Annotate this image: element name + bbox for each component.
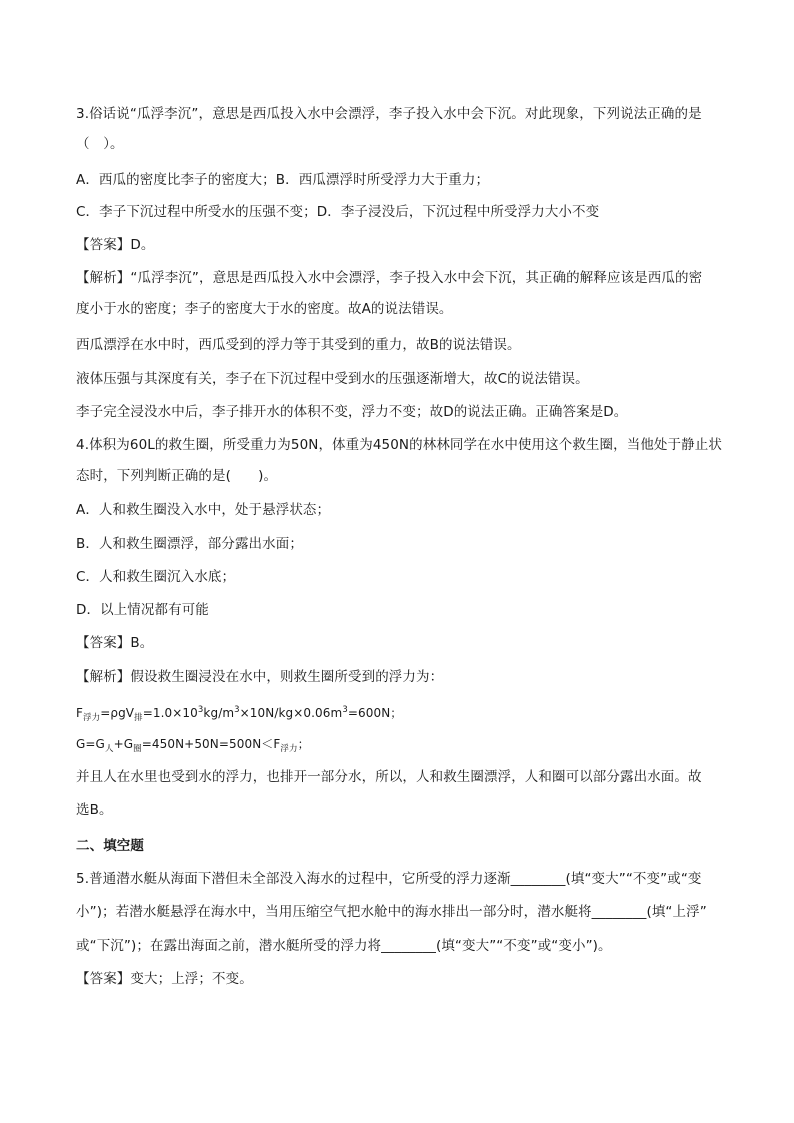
formula-exponent: 3 (234, 705, 240, 715)
q3-analysis-line-1: 【解析】“瓜浮李沉”，意思是西瓜投入水中会漂浮，李子投入水中会下沉，其正确的解释应该是西瓜的密 (76, 270, 703, 286)
q5-stem-line-1: 5.普通潜水艇从海面下潜但未全部没入海水的过程中，它所受的浮力逐渐________(填“变大”“不变”或“变 (76, 871, 702, 887)
section-title: 二、填空题 (76, 838, 144, 854)
q4-formula-buoyancy (76, 701, 726, 727)
q4-option-b: B．人和救生圈漂浮，部分露出水面； (76, 536, 303, 552)
q4-option-c: C．人和救生圈沉入水底； (76, 569, 236, 585)
q4-formula-gravity (76, 735, 726, 758)
q4-stem-line-2: 态时，下列判断正确的是( )。 (76, 468, 278, 484)
q5-stem-line-3: 或“下沉”)；在露出海面之前，潜水艇所受的浮力将________(填“变大”“不变”或“变小”)。 (76, 938, 612, 954)
q4-analysis-line-3: 选B。 (76, 802, 113, 818)
q3-analysis-line-4: 液体压强与其深度有关，李子在下沉过程中受到水的压强逐渐增大，故C的说法错误。 (76, 371, 589, 387)
formula-subscript: 浮力 (280, 744, 298, 754)
q4-option-a: A．人和救生圈没入水中，处于悬浮状态； (76, 502, 331, 518)
formula-part: =ρgV (100, 706, 135, 720)
q3-stem-line-1: 3.俗话说“瓜浮李沉”，意思是西瓜投入水中会漂浮，李子投入水中会下沉。对此现象，下列说法正确的是 (76, 106, 702, 122)
q5-stem-line-2: 小”)；若潜水艇悬浮在海水中，当用压缩空气把水舱中的海水排出一部分时，潜水艇将________(填“上浮” (76, 904, 707, 920)
formula-symbol: F (76, 706, 84, 720)
q3-analysis-line-2: 度小于水的密度；李子的密度大于水的密度。故A的说法错误。 (76, 301, 453, 317)
q4-answer: 【答案】B。 (76, 635, 154, 651)
q5-answer: 【答案】变大；上浮；不变。 (76, 971, 253, 987)
formula-part: =450N+50N=500N＜F (141, 737, 281, 751)
formula-part: kg/m (203, 706, 235, 720)
formula-subscript: 圈 (133, 744, 142, 754)
q3-answer: 【答案】D。 (76, 237, 155, 253)
q4-analysis-line-2: 并且人在水里也受到水的浮力，也排开一部分水，所以，人和救生圈漂浮，人和圈可以部分露出水面。故 (76, 769, 702, 785)
q4-stem-line-1: 4.体积为60L的救生圈，所受重力为50N，体重为450N的林林同学在水中使用这个救生圈，当他处于静止状 (76, 437, 722, 453)
formula-part: ×10N/kg×0.06m (239, 706, 343, 720)
q3-stem-line-2: （ ）。 (76, 136, 124, 152)
formula-part: G=G (76, 737, 105, 751)
q4-option-d: D．以上情况都有可能 (76, 602, 209, 618)
formula-exponent: 3 (342, 705, 348, 715)
formula-part: =1.0×10 (142, 706, 198, 720)
formula-subscript: 排 (134, 713, 143, 723)
formula-exponent: 3 (197, 705, 204, 715)
formula-part: =600N； (347, 706, 403, 720)
q3-options-ab: A．西瓜的密度比李子的密度大；B．西瓜漂浮时所受浮力大于重力； (76, 172, 490, 188)
formula-part: ； (297, 737, 310, 751)
formula-subscript: 人 (104, 744, 114, 754)
q3-analysis-line-5: 李子完全浸没水中后，李子排开水的体积不变，浮力不变；故D的说法正确。正确答案是D。 (76, 404, 628, 420)
q3-options-cd: C．李子下沉过程中所受水的压强不变；D．李子浸没后，下沉过程中所受浮力大小不变 (76, 204, 600, 220)
formula-part: +G (113, 737, 134, 751)
formula-subscript: 浮力 (83, 713, 101, 723)
q4-analysis-line-1: 【解析】假设救生圈浸没在水中，则救生圈所受到的浮力为： (76, 669, 444, 685)
q3-analysis-line-3: 西瓜漂浮在水中时，西瓜受到的浮力等于其受到的重力，故B的说法错误。 (76, 337, 521, 353)
